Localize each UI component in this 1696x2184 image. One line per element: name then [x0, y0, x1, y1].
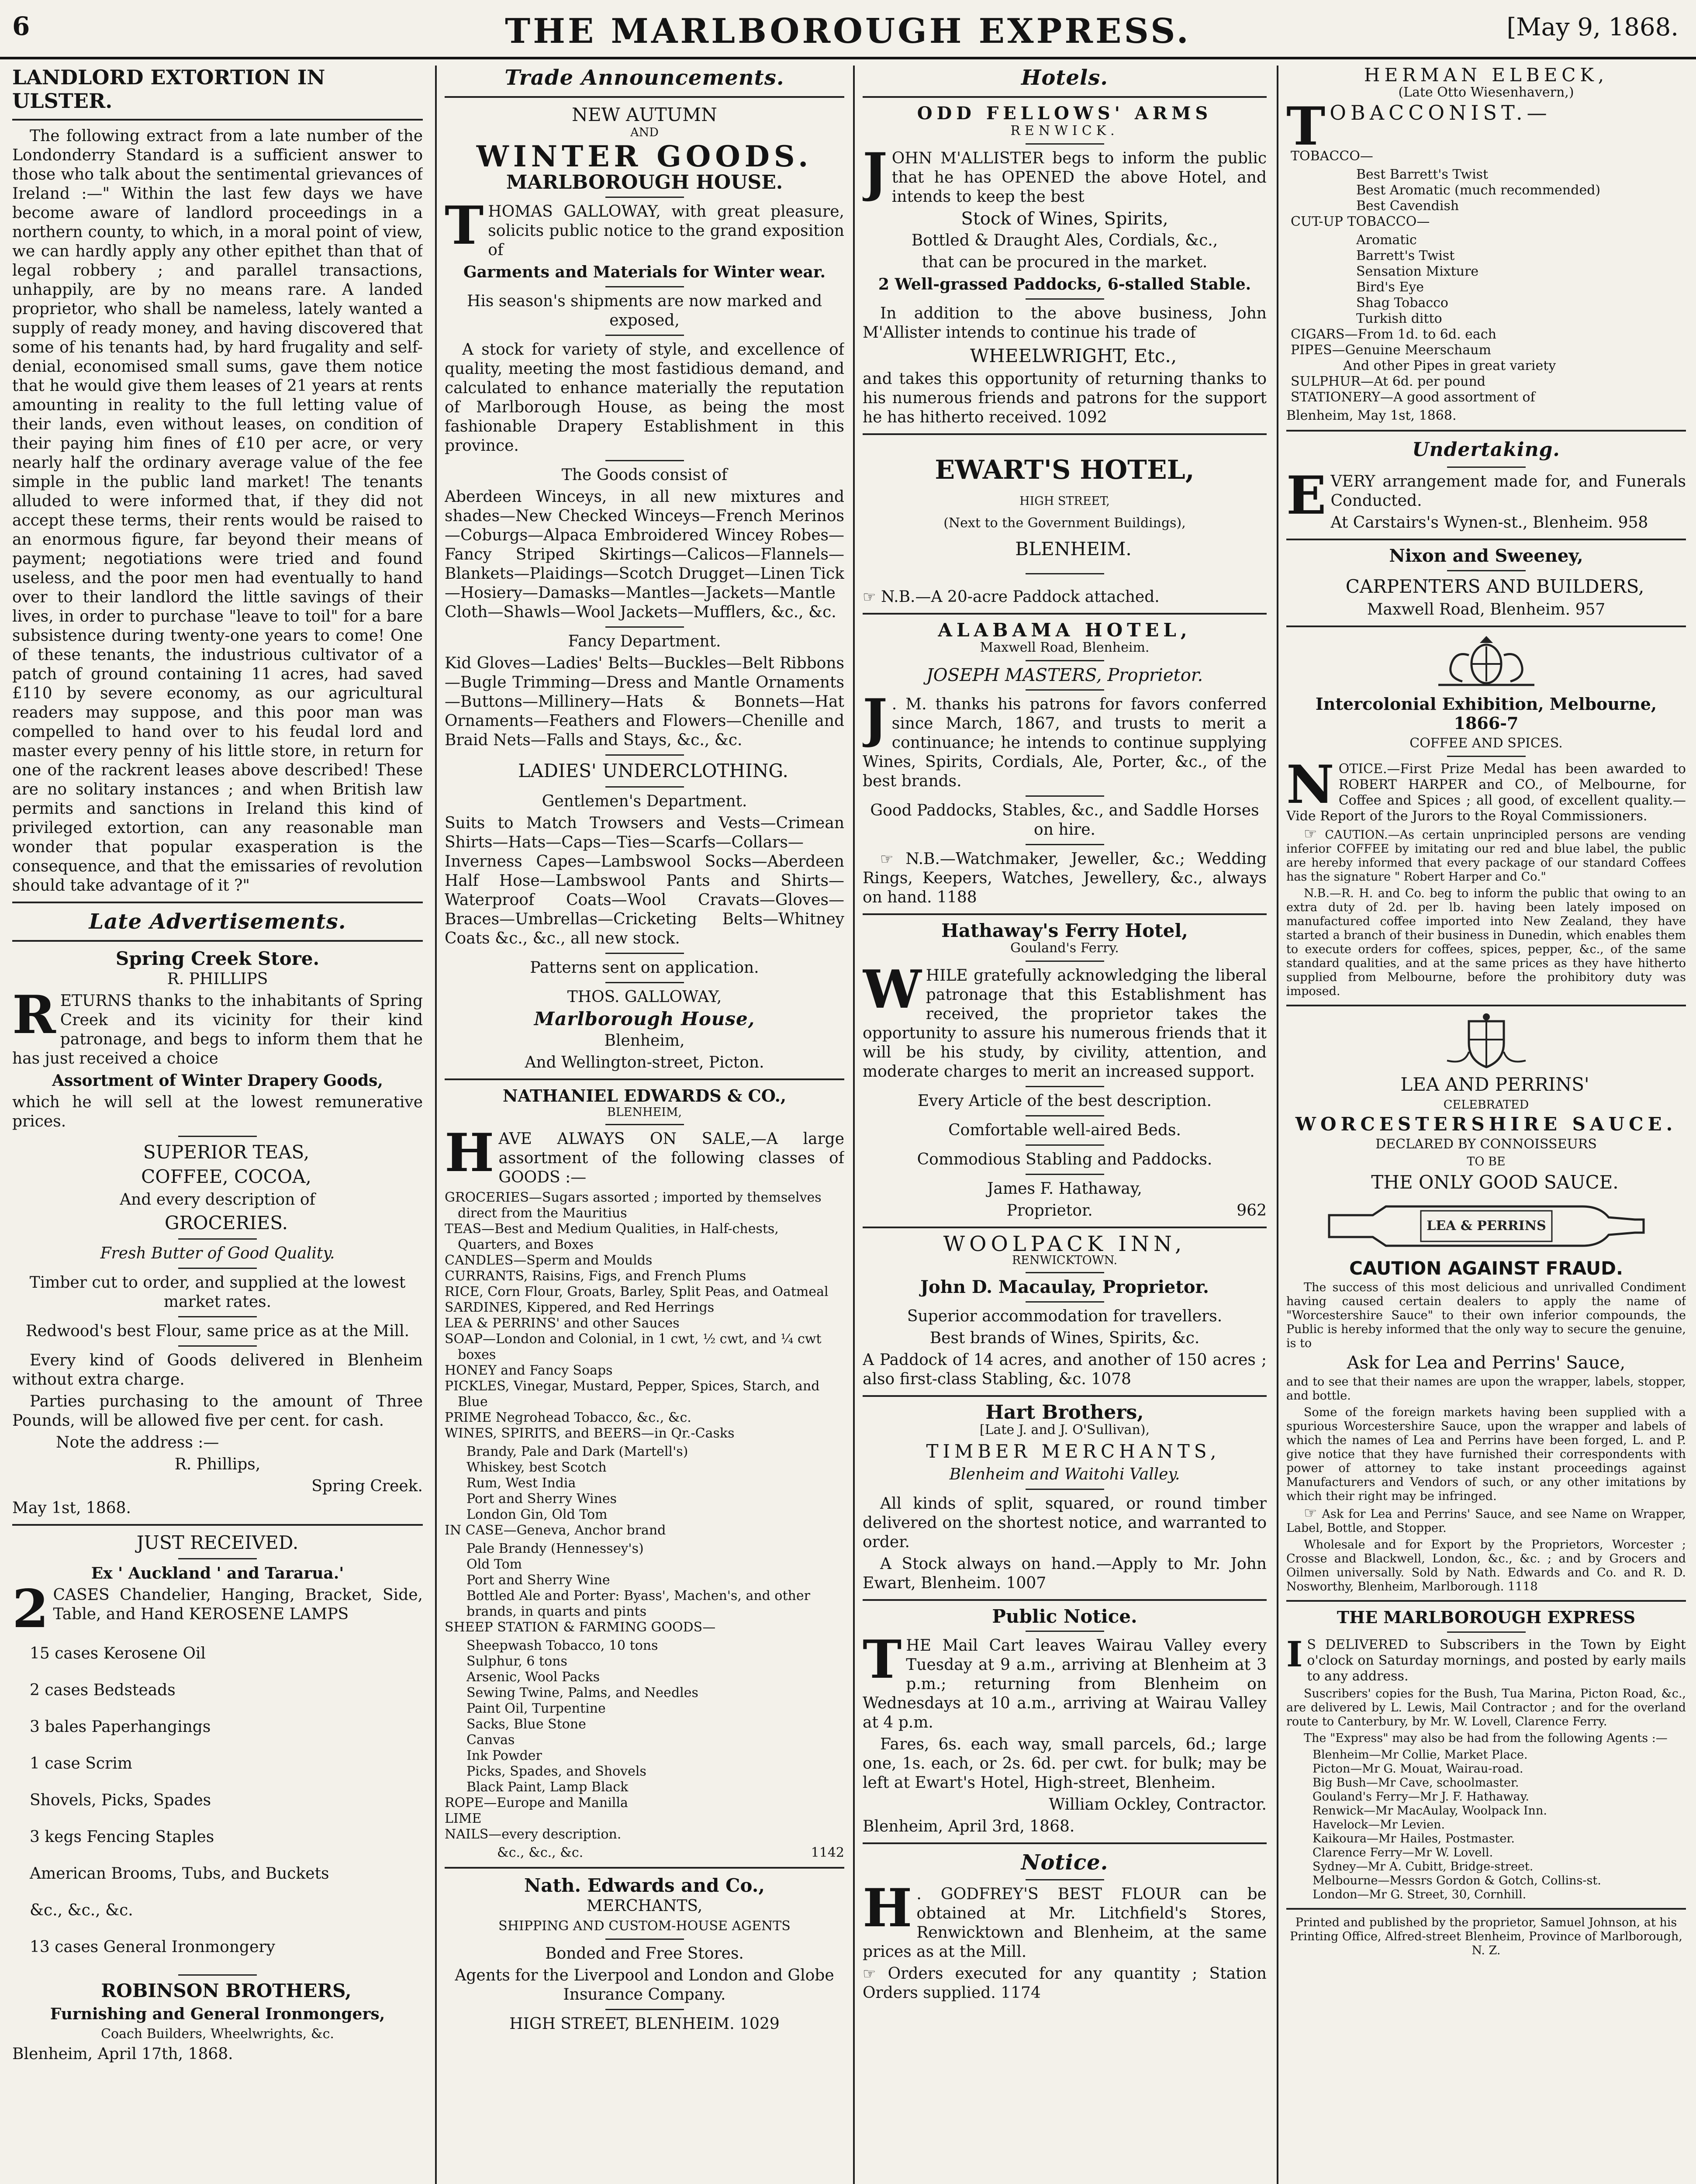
divider [863, 1842, 1267, 1844]
edwards-goods-item: WINES, SPIRITS, and BEERS—in Qr.-Casks [445, 1426, 735, 1441]
ewart-next: (Next to the Government Buildings), [943, 515, 1186, 531]
woolpack-sup: Superior accommodation for travellers. [907, 1307, 1223, 1325]
edwards-goods-item: HONEY and Fancy Soaps [445, 1363, 613, 1378]
elbeck-title: HERMAN ELBECK, [1364, 66, 1609, 86]
edwards-wine-item: Port and Sherry Wines [466, 1491, 617, 1507]
oddfellows-thanks: and takes this opportunity of returning thanks to his numerous friends and patrons for the support he has hitherto received. [863, 370, 1267, 426]
autumn-stock: A stock for variety of style, and excellence of quality, meeting the most fastidious demand, and calculated to enhance materially the reputation of Marlborough House, as being the most fashionable Drapery Establishment in this province. [445, 341, 844, 455]
autumn-line1: NEW AUTUMN [572, 104, 717, 125]
lea-title: LEA AND PERRINS' [1400, 1074, 1589, 1095]
ad-number: 962 [1237, 1202, 1267, 1220]
express-agent-item: Blenheim—Mr Collie, Market Place. [1313, 1748, 1528, 1762]
elbeck-cut-item: Aromatic [1356, 232, 1417, 248]
express-agent-item: Sydney—Mr A. Cubitt, Bridge-street. [1313, 1860, 1534, 1873]
pointing-hand-icon: ☞ [1304, 825, 1317, 843]
express-agent-item: Havelock—Mr Levien. [1313, 1818, 1445, 1832]
drop-cap: T [445, 195, 484, 256]
drop-cap: J [863, 688, 888, 749]
edwards-goods-item: SOAP—London and Colonial, in 1 cwt, ½ cwt, and ¼ cwt boxes [445, 1331, 822, 1362]
article-text: The following extract from a late number of the Londonderry Standard is a sufficient answer to those who talk about the sentimental grievances of Ireland :—" Within the last few days we have become aware of landlord proceedings in a northern county, to which, in a moral point of view, we can hardly apply any other epithet than that of legal robbery ; and parallel transactions, unhappily, are by no means rare. A landed proprietor, who shall be nameless, lately wanted a supply of ready money, and having discovered that some of his tenants had, by hard frugality and self-denial, economised small sums, gave them notice that he would give them leases of 21 years at rents amounting in reality to the full letting value of their lands, even without leases, on condition of their paying him fines of £10 per acre, or very nearly half the ordinary average value of the fee simple in the public land market! The tenants alluded to were informed that, if they did not accept these terms, their rents would be raised to an enormous figure, far beyond their means of payment; negotiations were tried and found useless, and the poor men had eventually to hand over to their landlord the little savings of their lives, in order to purchase "leave to toil" for a bare subsistence during twenty-one years to come! One of these tenants, the industrious cultivator of a patch of ground containing 11 acres, had saved £110 by severe economy, as our agricultural readers may suppose, and this poor man was compelled to hand over to his feudal lord and master every penny of his little store, in return for one of the rackrent leases above described! These are no solitary instances ; and when British law permits and sanctions in Ireland this kind of privileged extortion, can any reasonable man wonder that popular exasperation is the consequence, and that the emissaries of revolution should take advantage of it ?" [12, 127, 423, 895]
ad-number: 1174 [1001, 1984, 1041, 2002]
drop-cap: N [1286, 754, 1334, 816]
ad-number: 1092 [1067, 408, 1107, 426]
divider [1286, 1600, 1686, 1602]
express-agent-item: Melbourne—Messrs Gordon & Gotch, Collins-st. [1313, 1874, 1601, 1887]
autumn-season: His season's shipments are now marked and exposed, [466, 292, 822, 329]
received-item: Shovels, Picks, Spades [30, 1791, 211, 1809]
express-agent-item: Picton—Mr G. Mouat, Wairau-road. [1313, 1762, 1523, 1776]
spring-sell: which he will sell at the lowest remunerative prices. [12, 1093, 423, 1130]
elbeck-tobacco-item: Best Aromatic (much recommended) [1356, 183, 1601, 198]
spring-every: And every description of [120, 1191, 315, 1209]
hathaway-l1: Every Article of the best description. [917, 1092, 1212, 1110]
express-agent-item: Gouland's Ferry—Mr J. F. Hathaway. [1313, 1790, 1529, 1804]
elbeck-cut-item: Barrett's Twist [1356, 248, 1455, 263]
edwards-wine-item: Rum, West India [466, 1476, 576, 1491]
edwards-wine-item: Whiskey, best Scotch [466, 1460, 607, 1475]
express-agent-item: Renwick—Mr MacAulay, Woolpack Inn. [1313, 1804, 1547, 1818]
edwards-sheep: SHEEP STATION & FARMING GOODS— [445, 1620, 716, 1635]
spring-date: May 1st, 1868. [12, 1499, 131, 1517]
alabama-road: Maxwell Road, Blenheim. [980, 640, 1150, 655]
elbeck-sulphur: SULPHUR—At 6d. per pound [1291, 374, 1486, 389]
newspaper-title: THE MARLBOROUGH EXPRESS. [505, 11, 1191, 51]
nixon-title: Nixon and Sweeney, [1389, 546, 1583, 566]
drop-cap: W [863, 959, 922, 1020]
column-1 [12, 66, 423, 2184]
edwards-goods-item: TEAS—Best and Medium Qualities, in Half-chests, Quarters, and Boxes [445, 1221, 779, 1252]
spring-sig2: Spring Creek. [311, 1477, 423, 1495]
lea-declared: DECLARED BY CONNOISSEURS [1375, 1137, 1597, 1152]
spring-delivered: Every kind of Goods delivered in Blenheim without extra charge. [12, 1351, 423, 1389]
galloway-place2: And Wellington-street, Picton. [525, 1054, 764, 1071]
elbeck-cut-item: Bird's Eye [1356, 280, 1424, 295]
merchants-ins: Agents for the Liverpool and London and Globe Insurance Company. [455, 1966, 834, 2004]
received-item: 15 cases Kerosene Oil [30, 1645, 206, 1662]
spring-assortment: Assortment of Winter Drapery Goods, [52, 1071, 383, 1090]
column-3 [863, 66, 1267, 2184]
spring-parties: Parties purchasing to the amount of Three Pounds, will be allowed five per cent. for cash. [12, 1393, 423, 1430]
drop-cap: I [1286, 1634, 1303, 1675]
alabama-paddocks: Good Paddocks, Stables, &c., and Saddle Horses on hire. [870, 802, 1259, 839]
edwards-etc: &c., &c., &c. [497, 1845, 584, 1860]
edwards-sheep-item: Paint Oil, Turpentine [466, 1701, 606, 1716]
spring-butter: Fresh Butter of Good Quality. [100, 1244, 335, 1262]
edwards-sheep-item: Sacks, Blue Stone [466, 1717, 586, 1732]
oddfellows-procured: that can be procured in the market. [922, 253, 1208, 271]
express-subs: Suscribers' copies for the Bush, Tua Marina, Picton Road, &c., are delivered by L. Lewis, Mail Contractor ; and for the overland route to Canterbury, by Mr. W. Lovell, Clarence Ferry. [1286, 1687, 1686, 1728]
notice-orders: Orders executed for any quantity ; Station Orders supplied. [863, 1965, 1267, 2002]
alabama-title: ALABAMA HOTEL, [938, 619, 1192, 641]
divider [12, 119, 423, 121]
received-items [12, 1644, 423, 1957]
drop-cap: H [445, 1122, 494, 1184]
public-text: HE Mail Cart leaves Wairau Valley every Tuesday at 9 a.m., arriving at Blenheim at 3 p.m.; returning from Blenheim on Wednesdays at 10 a.m., arriving at Wairau Valley at 4 p.m. [863, 1637, 1267, 1731]
drop-cap: R [12, 984, 56, 1046]
lea-ask: Ask for Lea and Perrins' Sauce, [1347, 1353, 1626, 1373]
edwards-case-item: Port and Sherry Wine [466, 1572, 610, 1588]
lea-celebrated: CELEBRATED [1443, 1098, 1529, 1112]
fancy-list: Kid Gloves—Ladies' Belts—Buckles—Belt Ribbons—Bugle Trimming—Dress and Mantle Ornaments—Buttons—Millinery—Hats & Bonnets—Hat Ornaments—Feathers and Flowers—Chenille and Braid Nets—Falls and Stays, &c., &c. [445, 654, 844, 749]
lea-foreign: Some of the foreign markets having been supplied with a spurious Worcestershire Sauce, upon the wrapper and labels of which the names of Lea and Perrins have been forged, L. and P. give notice that they have furnished their correspondents with power of attorney to take instant proceedings against Manufacturers and Vendors of such, or any other imitations by which their right may be infringed. [1286, 1406, 1686, 1503]
express-agent-list [1286, 1748, 1686, 1902]
divider [1286, 539, 1686, 540]
oddfellows-stock: Stock of Wines, Spirits, [961, 209, 1168, 229]
lea-caution: The success of this most delicious and unrivalled Condiment having caused certain dealers to apply the name of "Worcestershire Sauce" to their own inferior compounds, the Public is hereby informed that the only way to secure the genuine, is to [1286, 1281, 1686, 1350]
spring-store-title: Spring Creek Store. [115, 948, 320, 969]
edwards-sheep-item: Picks, Spades, and Shovels [466, 1764, 646, 1779]
edwards-place: BLENHEIM, [607, 1106, 682, 1119]
autumn-house: MARLBOROUGH HOUSE. [506, 171, 783, 194]
drop-cap: H [863, 1877, 912, 1939]
lea-sauce: WORCESTERSHIRE SAUCE. [1295, 1113, 1677, 1135]
drop-cap: J [863, 142, 888, 203]
spring-flour: Redwood's best Flour, same price as at the Mill. [25, 1322, 410, 1340]
column-rule [1277, 66, 1278, 2184]
edwards-sheep-item: Sheepwash Tobacco, 10 tons [466, 1638, 658, 1653]
column-rule [435, 66, 437, 2184]
harper-notice: OTICE.—First Prize Medal has been awarded to ROBERT HARPER and CO., of Melbourne, for Coffee and Spices ; all good, of excellent quality.—Vide Report of the Jurors to the Royal Commissioners. [1286, 761, 1686, 824]
hart-stock: A Stock always on hand.—Apply to Mr. John Ewart, Blenheim. [863, 1555, 1267, 1592]
masthead [0, 0, 1696, 59]
lea-tobe: TO BE [1467, 1155, 1506, 1168]
ad-number: 1142 [811, 1845, 844, 1860]
article-heading: LANDLORD EXTORTION IN ULSTER. [12, 66, 325, 113]
express-agents: The "Express" may also be had from the following Agents :— [1304, 1731, 1668, 1745]
divider [445, 1078, 844, 1080]
elbeck-cut: CUT-UP TOBACCO— [1291, 214, 1430, 229]
oddfellows-intro: OHN M'ALLISTER begs to inform the public that he has OPENED the above Hotel, and intends to keep the best [891, 149, 1267, 206]
gents-list: Suits to Match Trowsers and Vests—Crimean Shirts—Hats—Caps—Ties—Scarfs—Collars—Inverness Capes—Lambswool Socks—Aberdeen Half Hose—Lambswool Pants and Shirts—Waterproof Coats—Wool Cravats—Gloves—Braces—Umbrellas—Cricketing Belts—Whitney Coats &c., &c., all new stock. [445, 814, 844, 947]
ad-number: 957 [1575, 601, 1606, 619]
ad-number: 958 [1618, 514, 1648, 532]
undertaking-title: Undertaking. [1412, 439, 1560, 461]
oddfellows-bottled: Bottled & Draught Ales, Cordials, &c., [911, 232, 1218, 249]
elbeck-cut-item: Shag Tobacco [1356, 295, 1448, 311]
hathaway-sig: James F. Hathaway, [987, 1180, 1142, 1198]
woolpack-place: RENWICKTOWN. [1012, 1254, 1118, 1267]
edwards-goods-item: RICE, Corn Flour, Groats, Barley, Split Peas, and Oatmeal [445, 1284, 829, 1299]
pointing-hand-icon: ☞ [863, 1965, 876, 1983]
edwards-goods-item: CURRANTS, Raisins, Figs, and French Plums [445, 1268, 746, 1284]
ad-number: 1188 [937, 888, 977, 906]
merchants-bonded: Bonded and Free Stores. [545, 1945, 744, 1963]
received-title: JUST RECEIVED. [136, 1532, 299, 1553]
notice-title: Notice. [1021, 1850, 1109, 1875]
spring-teas: SUPERIOR TEAS, [143, 1141, 310, 1163]
spring-note: Note the address :— [56, 1434, 219, 1451]
hart-text: All kinds of split, squared, or round timber delivered on the shortest notice, and warranted to order. [863, 1495, 1267, 1551]
autumn-intro: HOMAS GALLOWAY, with great pleasure, solicits public notice to the grand exposition of [488, 203, 844, 259]
received-item: 3 kegs Fencing Staples [30, 1828, 214, 1846]
edwards-nails: NAILS—every description. [445, 1827, 622, 1842]
fancy-heading: Fancy Department. [568, 632, 721, 650]
edwards-sheep-item: Sewing Twine, Palms, and Needles [466, 1685, 698, 1700]
oddfellows-title: ODD FELLOWS' ARMS [917, 103, 1212, 124]
edwards-lime: LIME [445, 1811, 482, 1826]
spring-coffee: COFFEE, COCOA, [141, 1166, 311, 1187]
patterns-note: Patterns sent on application. [530, 959, 759, 977]
edwards-goods-item: LEA & PERRINS' and other Sauces [445, 1316, 680, 1331]
harper-nb: N.B.—R. H. and Co. beg to inform the public that owing to an extra duty of 2d. per lb. having been lately imposed on manufactured coffee imported into New Zealand, they have started a branch of their business in Dunedin, which enables them to execute orders for coffees, spices, pepper, &c., of the same standard qualities, and at the same prices as they have hitherto supplied from Melbourne, before the prohibitory duty was imposed. [1286, 887, 1686, 998]
edwards-wine-item: Brandy, Pale and Dark (Martell's) [466, 1444, 688, 1459]
hart-timber: TIMBER MERCHANTS, [926, 1441, 1221, 1462]
received-item: 1 case Scrim [30, 1755, 132, 1773]
drop-cap: E [1286, 465, 1326, 526]
trade-heading: Trade Announcements. [504, 66, 784, 90]
divider [863, 613, 1267, 615]
drop-cap: T [863, 1629, 902, 1690]
express-agent-item: London—Mr G. Street, 30, Cornhill. [1313, 1888, 1527, 1901]
autumn-line2: WINTER GOODS. [476, 139, 813, 173]
received-ex: Ex ' Auckland ' and Tararua.' [91, 1564, 344, 1583]
divider [863, 1599, 1267, 1601]
hathaway-place: Gouland's Ferry. [1010, 940, 1119, 956]
galloway-house: Marlborough House, [534, 1008, 755, 1030]
galloway-sig: THOS. GALLOWAY, [567, 988, 722, 1006]
elbeck-tobacco-list [1286, 167, 1686, 214]
edwards-sheep-item: Sulphur, 6 tons [466, 1654, 567, 1669]
late-ads-heading: Late Advertisements. [89, 909, 346, 934]
hotels-heading: Hotels. [1021, 66, 1109, 90]
divider [12, 940, 423, 942]
received-item: 13 cases General Ironmongery [30, 1938, 275, 1956]
divider [445, 1867, 844, 1869]
ladies-underclothing: LADIES' UNDERCLOTHING. [518, 760, 788, 781]
merchants-agents: SHIPPING AND CUSTOM-HOUSE AGENTS [498, 1918, 791, 1934]
received-item: 3 bales Paperhangings [30, 1718, 211, 1736]
harper-coffee: COFFEE AND SPICES. [1409, 736, 1563, 751]
elbeck-late: (Late Otto Wiesenhavern,) [1398, 85, 1574, 100]
received-first: CASES Chandelier, Hanging, Bracket, Side, Table, and Hand KEROSENE LAMPS [53, 1586, 423, 1623]
lea-caution-head: CAUTION AGAINST FRAUD. [1349, 1258, 1623, 1279]
divider [12, 902, 423, 903]
pointing-hand-icon: ☞ [880, 850, 894, 868]
ad-number: 1007 [1006, 1574, 1047, 1592]
crest-emblem [1421, 1013, 1552, 1069]
divider [12, 1524, 423, 1526]
edwards-case-item: Bottled Ale and Porter: Byass', Machen's, and other brands, in quarts and pints [466, 1588, 810, 1619]
received-item: American Brooms, Tubs, and Buckets [30, 1865, 329, 1883]
hathaway-l2: Comfortable well-aired Beds. [948, 1121, 1181, 1139]
elbeck-trade: OBACCONIST.— [1330, 101, 1551, 124]
elbeck-cut-item: Sensation Mixture [1356, 264, 1479, 279]
goods-list: Aberdeen Winceys, in all new mixtures and shades—New Checked Winceys—French Merinos—Coburgs—Alpaca Embroidered Wincey Robes—Fancy Striped Skirtings—Calicos—Flannels—Blankets—Plaidings—Scotch Drugget—Linen Tick—Hosiery—Damasks—Mantles—Jackets—Mantle Cloth—Shawls—Wool Jackets—Mufflers, &c., &c. [445, 488, 844, 621]
gents-heading: Gentlemen's Department. [542, 792, 747, 810]
autumn-and: AND [630, 126, 659, 139]
divider [863, 1395, 1267, 1397]
public-notice-title: Public Notice. [992, 1606, 1137, 1627]
merchants-title: Nath. Edwards and Co., [524, 1875, 765, 1896]
undertaking-text: VERY arrangement made for, and Funerals Conducted. [1330, 473, 1686, 510]
spring-sig1: R. Phillips, [174, 1455, 261, 1473]
divider [863, 433, 1267, 435]
column-4 [1286, 66, 1686, 2184]
divider [863, 913, 1267, 915]
alabama-intro: . M. thanks his patrons for favors conferred since March, 1867, and trusts to merit a continuance; he intends to continue supplying Wines, Spirits, Cordials, Ale, Porter, &c., of the best brands. [863, 695, 1267, 790]
elbeck-tobacco-item: Best Barrett's Twist [1356, 167, 1489, 182]
spring-groceries: GROCERIES. [165, 1212, 288, 1234]
edwards-sheep-item: Arsenic, Wool Packs [466, 1669, 600, 1685]
lea-see: and to see that their names are upon the wrapper, labels, stopper, and bottle. [1286, 1375, 1686, 1403]
goods-heading: The Goods consist of [561, 466, 728, 484]
ad-number: 1118 [1507, 1580, 1538, 1593]
merchants-addr: HIGH STREET, BLENHEIM. [509, 2015, 735, 2033]
express-agent-item: Big Bush—Mr Cave, schoolmaster. [1313, 1776, 1519, 1790]
undertaking-addr: At Carstairs's Wynen-st., Blenheim. [1330, 514, 1613, 532]
royal-arms-emblem [1421, 633, 1552, 690]
hathaway-intro: HILE gratefully acknowledging the liberal patronage that this Establishment has received, the proprietor takes the opportunity to assure his numerous friends that it will be his study, by civility, attention, and moderate charges to merit an increased support. [863, 967, 1267, 1081]
harper-exhibition: Intercolonial Exhibition, Melbourne, 1866-7 [1315, 694, 1657, 733]
received-date: Blenheim, April 17th, 1868. [12, 2045, 233, 2063]
alabama-nb: N.B.—Watchmaker, Jeweller, &c.; Wedding Rings, Keepers, Watches, Jewellery, &c., always on hand. [863, 850, 1267, 906]
edwards-goods-item: CANDLES—Sperm and Moulds [445, 1253, 653, 1268]
lea-only: THE ONLY GOOD SAUCE. [1371, 1171, 1619, 1193]
drop-cap: 2 [12, 1578, 49, 1640]
edwards-wines-list [445, 1444, 844, 1523]
woolpack-paddock: A Paddock of 14 acres, and another of 150 acres ; also first-class Stabling, &c. [863, 1351, 1267, 1388]
hart-title: Hart Brothers, [985, 1401, 1144, 1424]
nixon-addr: Maxwell Road, Blenheim. [1367, 601, 1571, 619]
received-item: 2 cases Bedsteads [30, 1681, 176, 1699]
divider [1286, 625, 1686, 627]
spring-timber: Timber cut to order, and supplied at the lowest market rates. [29, 1274, 406, 1311]
hart-late: [Late J. and J. O'Sullivan), [979, 1422, 1150, 1438]
spring-owner: R. PHILLIPS [167, 970, 268, 988]
ewart-title: EWART'S HOTEL, [935, 455, 1195, 485]
edwards-goods-item: GROCERIES—Sugars assorted ; imported by themselves direct from the Mauritius [445, 1190, 822, 1221]
edwards-goods-item: SARDINES, Kippered, and Red Herrings [445, 1300, 715, 1315]
edwards-incase: IN CASE—Geneva, Anchor brand [445, 1523, 666, 1538]
pointing-hand-icon: ☞ [863, 588, 876, 606]
oddfellows-place: RENWICK. [1010, 123, 1119, 138]
edwards-wine-item: London Gin, Old Tom [466, 1507, 608, 1522]
elbeck-cigars: CIGARS—From 1d. to 6d. each [1291, 327, 1496, 342]
ewart-street: HIGH STREET, [1019, 494, 1110, 508]
merchants-sub: MERCHANTS, [586, 1897, 703, 1915]
received-trade2: Coach Builders, Wheelwrights, &c. [101, 2026, 334, 2042]
received-item: &c., &c., &c. [30, 1901, 133, 1919]
drop-cap: T [1286, 96, 1326, 157]
oddfellows-trade: WHEELWRIGHT, Etc., [970, 345, 1177, 366]
oddfellows-addition: In addition to the above business, John M'Allister intends to continue his trade of [863, 304, 1267, 342]
lea-wholesale: Wholesale and for Export by the Proprietors, Worcester ; Crosse and Blackwell, London, &c., &c. ; and by Grocers and Oilmen universally. Sold by Nath. Edwards and Co. and R. D. Nosworthy, Blenheim, Marlborough. [1286, 1538, 1686, 1593]
public-fares: Fares, 6s. each way, small parcels, 6d.; large one, 1s. each, or 2s. 6d. per cwt. for bulk; may be left at Ewart's Hotel, High-street, Blenheim. [863, 1735, 1267, 1792]
harper-caution: CAUTION.—As certain unprincipled persons are vending inferior COFFEE by imitating our red and blue label, the public are hereby informed that every package of our standard Coffees has the signature " Robert Harper and Co." [1286, 828, 1686, 884]
ewart-nb: N.B.—A 20-acre Paddock attached. [881, 588, 1160, 606]
public-sig: William Ockley, Contractor. [1049, 1796, 1267, 1814]
received-trade: Furnishing and General Ironmongers, [50, 2005, 385, 2023]
column-rule [853, 66, 855, 2184]
edwards-sheep-list [445, 1638, 844, 1795]
divider [1286, 430, 1686, 432]
alabama-owner: JOSEPH MASTERS, Proprietor. [926, 665, 1203, 685]
nixon-trade: CARPENTERS AND BUILDERS, [1345, 576, 1644, 597]
galloway-place1: Blenheim, [604, 1032, 685, 1050]
express-agent-item: Clarence Ferry—Mr W. Lovell. [1313, 1846, 1493, 1859]
edwards-sheep-item: Canvas [466, 1732, 515, 1748]
issue-date: [May 9, 1868. [1506, 13, 1679, 41]
hathaway-title: Hathaway's Ferry Hotel, [941, 920, 1188, 941]
elbeck-pipes2: And other Pipes in great variety [1343, 358, 1556, 373]
edwards-rope: ROPE—Europe and Manilla [445, 1795, 628, 1811]
express-agent-item: Kaikoura—Mr Hailes, Postmaster. [1313, 1832, 1515, 1845]
woolpack-brands: Best brands of Wines, Spirits, &c. [929, 1329, 1200, 1347]
elbeck-stationery: STATIONERY—A good assortment of [1291, 390, 1535, 405]
edwards-sheep-item: Black Paint, Lamp Black [466, 1780, 629, 1795]
divider [1286, 1908, 1686, 1910]
ad-number: 1078 [1091, 1370, 1131, 1388]
elbeck-date: Blenheim, May 1st, 1868. [1286, 408, 1457, 423]
express-title: THE MARLBOROUGH EXPRESS [1337, 1607, 1636, 1627]
edwards-title: NATHANIEL EDWARDS & CO., [502, 1086, 787, 1106]
edwards-goods-item: PICKLES, Vinegar, Mustard, Pepper, Spices, Starch, and Blue [445, 1379, 820, 1410]
edwards-goods-item: PRIME Negrohead Tobacco, &c., &c. [445, 1410, 691, 1425]
edwards-case-item: Old Tom [466, 1557, 522, 1572]
spring-intro: ETURNS thanks to the inhabitants of Spring Creek and its vicinity for their kind patronage, and begs to inform them that he has just received a choice [12, 992, 423, 1068]
woolpack-title: WOOLPACK INN, [943, 1232, 1186, 1256]
edwards-case-list [445, 1541, 844, 1620]
divider [1286, 1005, 1686, 1006]
woolpack-owner: John D. Macaulay, Proprietor. [920, 1277, 1209, 1297]
pointing-hand-icon: ☞ [1304, 1504, 1317, 1522]
edwards-case-item: Pale Brandy (Hennessey's) [466, 1541, 644, 1556]
elbeck-tobacco: TOBACCO— [1291, 149, 1373, 164]
edwards-intro: AVE ALWAYS ON SALE,—A large assortment of the following classes of GOODS :— [498, 1130, 844, 1186]
ewart-place: BLENHEIM. [1015, 538, 1132, 560]
elbeck-cut-list [1286, 232, 1686, 327]
hathaway-l3: Commodious Stabling and Paddocks. [917, 1151, 1212, 1168]
elbeck-tobacco-item: Best Cavendish [1356, 198, 1459, 214]
elbeck-cut-item: Turkish ditto [1356, 311, 1442, 326]
received-firm: ROBINSON BROTHERS, [101, 1980, 352, 2001]
autumn-garments: Garments and Materials for Winter wear. [463, 263, 826, 281]
sauce-bottle-illustration [1320, 1198, 1652, 1254]
public-date: Blenheim, April 3rd, 1868. [863, 1818, 1075, 1835]
express-imprint: Printed and published by the proprietor, Samuel Johnson, at his Printing Office, Alfred-street Blenheim, Province of Marlborough, N. Z. [1290, 1916, 1682, 1957]
divider [863, 1227, 1267, 1228]
edwards-goods-list [445, 1190, 844, 1441]
page-number: 6 [12, 11, 30, 41]
bottle-label: LEA & PERRINS [1426, 1218, 1546, 1234]
divider [863, 96, 1267, 98]
column-2 [445, 66, 844, 2184]
divider [445, 96, 844, 98]
lea-ask2: Ask for Lea and Perrins' Sauce, and see Name on Wrapper, Label, Bottle, and Stopper. [1286, 1507, 1686, 1535]
hathaway-sig2: Proprietor. [1006, 1202, 1093, 1220]
oddfellows-paddocks: 2 Well-grassed Paddocks, 6-stalled Stable. [878, 275, 1251, 294]
hart-place: Blenheim and Waitohi Valley. [949, 1465, 1180, 1483]
express-text: S DELIVERED to Subscribers in the Town by Eight o'clock on Saturday mornings, and posted by early mails to any address. [1307, 1637, 1686, 1684]
notice-text: . GODFREY'S BEST FLOUR can be obtained at Mr. Litchfield's Stores, Renwicktown and Blenheim, at the same prices as at the Mill. [863, 1885, 1267, 1961]
elbeck-pipes: PIPES—Genuine Meerschaum [1291, 342, 1491, 358]
ad-number: 1029 [739, 2015, 780, 2033]
edwards-sheep-item: Ink Powder [466, 1748, 542, 1763]
